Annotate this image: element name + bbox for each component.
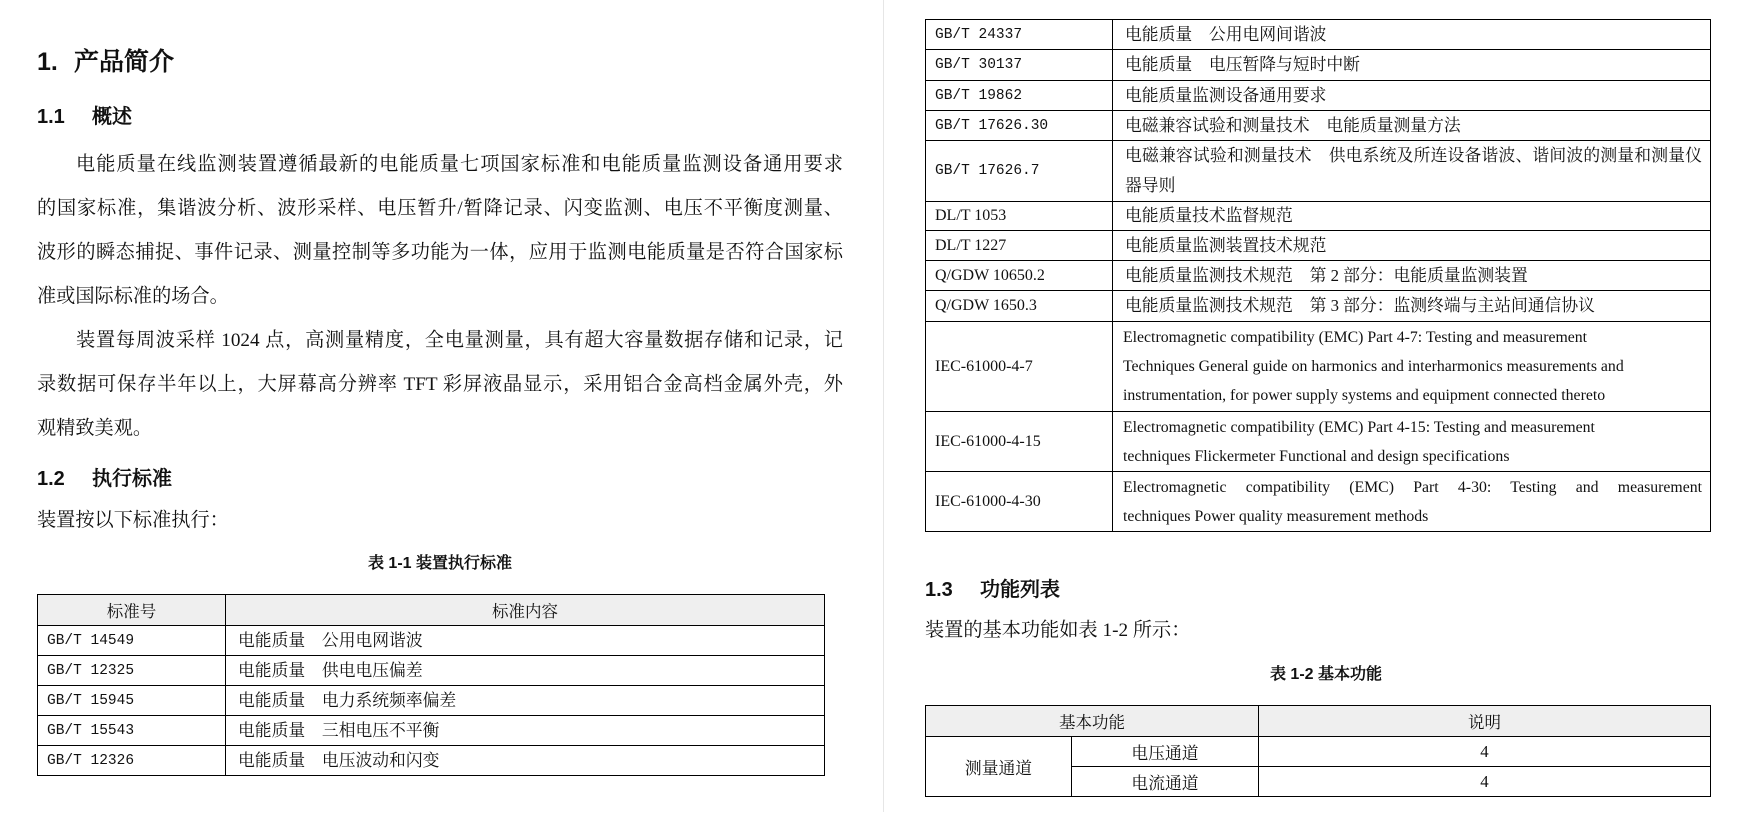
right-page [925, 0, 1727, 823]
standard-code: GB/T 15945 [38, 686, 226, 716]
column-header-code: 标准号 [38, 595, 226, 626]
table-row [926, 111, 1711, 141]
table-row [38, 686, 825, 716]
standard-code: IEC-61000-4-30 [926, 472, 1113, 532]
table-row [926, 261, 1711, 291]
section-title: 概述 [92, 106, 132, 128]
page-divider [883, 0, 884, 812]
section-title: 功能列表 [980, 579, 1060, 601]
standard-content [226, 716, 825, 746]
table-row [926, 81, 1711, 111]
table-row [926, 202, 1711, 231]
content-line: 电能质量 电力系统频率偏差 [238, 690, 457, 710]
standard-code: GB/T 24337 [926, 20, 1113, 50]
table-row [926, 141, 1711, 202]
column-header-description: 说明 [1259, 706, 1711, 737]
standard-code: Q/GDW 1650.3 [926, 291, 1113, 322]
standard-content [226, 686, 825, 716]
standard-content [1113, 291, 1711, 322]
content-line: 电能质量监测装置技术规范 [1125, 235, 1327, 255]
content-line: 电能质量 电压波动和闪变 [238, 750, 440, 770]
standard-code: IEC-61000-4-7 [926, 322, 1113, 412]
content-line: 电磁兼容试验和测量技术 电能质量测量方法 [1125, 115, 1461, 135]
standard-content [1113, 261, 1711, 291]
standard-code: DL/T 1227 [926, 231, 1113, 261]
table-row [926, 50, 1711, 81]
content-line: 电能质量技术监督规范 [1125, 206, 1293, 225]
content-line: 电能质量 供电电压偏差 [238, 660, 423, 680]
standards-table [37, 594, 825, 776]
content-line: Electromagnetic compatibility (EMC) Part 4-30: Testing and measurement [1123, 478, 1702, 496]
standard-code: DL/T 1053 [926, 202, 1113, 231]
standard-content [1113, 231, 1711, 261]
function-value: 4 [1259, 737, 1711, 767]
table-row [926, 412, 1711, 472]
section-1-2-heading [37, 466, 172, 492]
standard-code: GB/T 17626.7 [926, 141, 1113, 202]
function-name: 电压通道 [1072, 737, 1259, 767]
standard-code: GB/T 15543 [38, 716, 226, 746]
standard-content [1113, 141, 1711, 202]
table-header-row [926, 706, 1711, 737]
section-1-3-heading [925, 577, 1060, 603]
table-row [38, 746, 825, 776]
content-line: 电能质量 公用电网谐波 [238, 630, 423, 650]
section-number: 1. [37, 48, 58, 76]
standards-intro: 装置按以下标准执行： [37, 510, 229, 531]
content-line: Electromagnetic compatibility (EMC) Part 4-15: Testing and measurement [1123, 418, 1595, 436]
section-number: 1.3 [925, 579, 953, 601]
standard-content [1113, 322, 1711, 412]
table-1-1-caption: 表 1-1 装置执行标准 [367, 555, 513, 572]
standard-content [226, 656, 825, 686]
overview-text [37, 143, 843, 451]
content-line: 电能质量监测技术规范 第 3 部分：监测终端与主站间通信协议 [1125, 296, 1595, 315]
content-line: 电能质量监测设备通用要求 [1125, 85, 1327, 105]
table-1-2-caption: 表 1-2 基本功能 [1269, 666, 1383, 683]
section-title: 产品简介 [74, 48, 175, 76]
left-page [37, 0, 843, 823]
column-header-function: 基本功能 [926, 706, 1259, 737]
table-row [926, 322, 1711, 412]
standard-content [1113, 81, 1711, 111]
content-line: 电能质量 电压暂降与短时中断 [1125, 55, 1360, 74]
table-row [38, 716, 825, 746]
column-header-content: 标准内容 [226, 595, 825, 626]
paragraph-line: 观精致美观。 [37, 418, 153, 439]
content-line: 电能质量 公用电网间谐波 [1125, 24, 1327, 44]
standard-code: IEC-61000-4-15 [926, 412, 1113, 472]
table-row [926, 291, 1711, 322]
content-line: Electromagnetic compatibility (EMC) Part 4-7: Testing and measurement [1123, 329, 1588, 346]
standard-code: GB/T 17626.30 [926, 111, 1113, 141]
content-line: 器导则 [1125, 176, 1176, 195]
content-line: instrumentation, for power supply systems and equipment connected thereto [1123, 387, 1606, 404]
standard-content [226, 746, 825, 776]
standard-content [1113, 472, 1711, 532]
function-value: 4 [1259, 767, 1711, 797]
function-name: 电流通道 [1072, 767, 1259, 797]
paragraph-line: 准或国际标准的场合。 [37, 286, 229, 307]
paragraph-line: 装置每周波采样 1024 点，高测量精度，全电量测量，具有超大容量数据存储和记录，记 [76, 330, 843, 351]
content-line: Techniques General guide on harmonics and interharmonics measurements and [1123, 358, 1624, 375]
content-line: 电能质量 三相电压不平衡 [238, 720, 440, 740]
section-number: 1.1 [37, 106, 65, 128]
section-1-1-heading [37, 104, 132, 130]
table-row [926, 472, 1711, 532]
paragraph-line: 录数据可保存半年以上，大屏幕高分辨率 TFT 彩屏液晶显示，采用铝合金高档金属外壳，外 [37, 374, 843, 395]
table-row [926, 20, 1711, 50]
paragraph-line: 波形的瞬态捕捉、事件记录、测量控制等多功能为一体，应用于监测电能质量是否符合国家标 [37, 242, 843, 263]
content-line: 电磁兼容试验和测量技术 供电系统及所连设备谐波、谐间波的测量和测量仪 [1125, 146, 1702, 165]
standard-code: GB/T 12325 [38, 656, 226, 686]
standard-code: GB/T 12326 [38, 746, 226, 776]
table-header-row [38, 595, 825, 626]
standard-code: GB/T 14549 [38, 626, 226, 656]
standard-content [1113, 20, 1711, 50]
content-line: techniques Power quality measurement methods [1123, 507, 1429, 525]
table-row [38, 626, 825, 656]
table-row [926, 231, 1711, 261]
standard-code: GB/T 19862 [926, 81, 1113, 111]
standard-code: Q/GDW 10650.2 [926, 261, 1113, 291]
functions-intro: 装置的基本功能如表 1-2 所示： [925, 620, 1191, 641]
section-title: 执行标准 [92, 468, 172, 490]
functions-table [925, 705, 1711, 797]
standard-content [1113, 202, 1711, 231]
standard-code: GB/T 30137 [926, 50, 1113, 81]
paragraph-line: 的国家标准，集谐波分析、波形采样、电压暂升/暂降记录、闪变监测、电压不平衡度测量、 [37, 198, 843, 219]
section-1-heading [37, 47, 174, 77]
standard-content [1113, 412, 1711, 472]
standard-content [1113, 111, 1711, 141]
standards-table-continued [925, 19, 1711, 532]
function-group: 测量通道 [926, 737, 1072, 797]
table-row [38, 656, 825, 686]
standard-content [226, 626, 825, 656]
content-line: 电能质量监测技术规范 第 2 部分：电能质量监测装置 [1125, 265, 1528, 285]
content-line: techniques Flickermeter Functional and design specifications [1123, 447, 1510, 465]
section-number: 1.2 [37, 468, 65, 490]
paragraph-line: 电能质量在线监测装置遵循最新的电能质量七项国家标准和电能质量监测设备通用要求 [76, 154, 843, 175]
table-row [926, 737, 1711, 767]
standard-content [1113, 50, 1711, 81]
